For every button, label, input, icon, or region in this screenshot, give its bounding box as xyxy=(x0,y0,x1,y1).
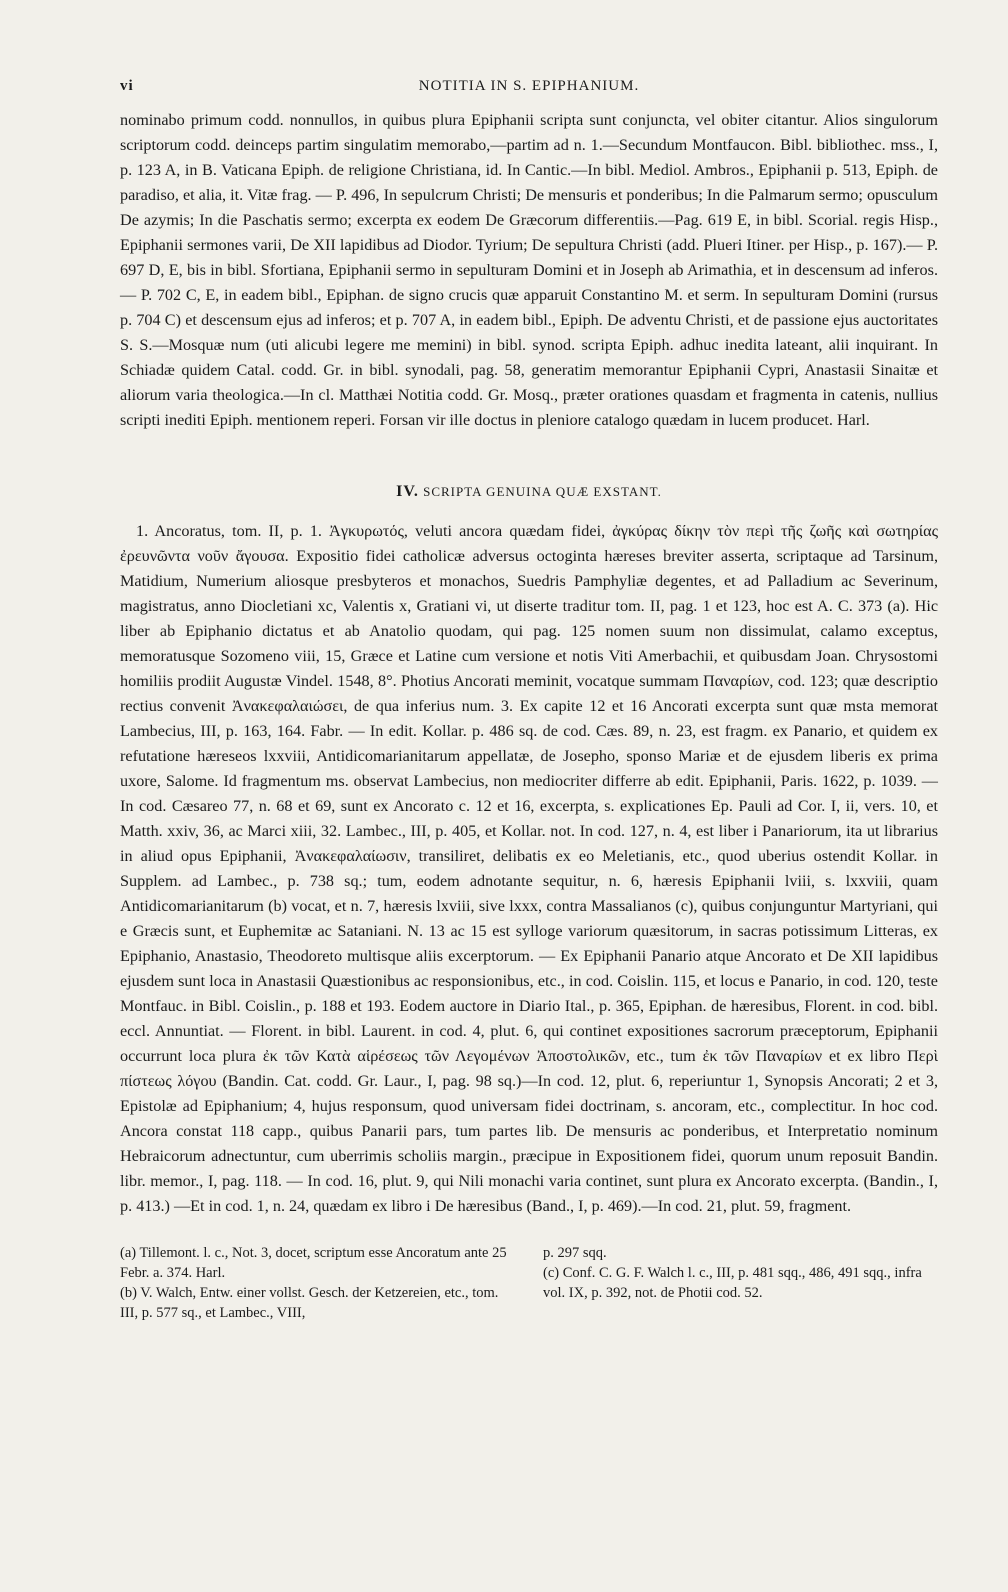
running-title: NOTITIA IN S. EPIPHANIUM. xyxy=(418,78,640,94)
section-heading xyxy=(120,483,938,501)
footnotes-left-column xyxy=(120,1243,515,1323)
footnotes-right-column xyxy=(543,1243,938,1323)
section-title: SCRIPTA GENUINA QUÆ EXSTANT. xyxy=(423,484,662,499)
footnote-text-right: p. 297 sqq. (c) Conf. C. G. F. Walch l. c., III, p. 481 sqq., 486, 491 sqq., infra vol. IX, p. 392, not. de Photii cod. 52. xyxy=(543,1245,922,1301)
section-number: IV. xyxy=(396,483,419,500)
running-header xyxy=(120,78,938,108)
paragraph-ancoratus: 1. Ancoratus, tom. II, p. 1. Ἀγκυρωτός, veluti ancora quædam fidei, ἀγκύρας δίκην τὸν περὶ τῆς ζωῆς καὶ σωτηρίας ἐρευνῶντα νοῦν ἄγουσα. Expositio fidei catholicæ adversus octoginta hæreses breviter asserta, scriptaque ad Tarsinum, Matidium, Numerium aliosque presbyteros et monachos, Suedris Pamphyliæ degentes, et ad Palladium ac Severinum, magistratus, anno Diocletiani xc, Valentis x, Gratiani vi, ut diserte traditur tom. II, pag. 1 et 123, hoc est A. C. 373 (a). Hic liber ab Epiphanio dictatus et ab Anatolio quodam, qui pag. 125 nomen suum non dissimulat, calamo exceptus, memoratusque Sozomeno viii, 15, Græce et Latine cum versione et notis Viti Amerbachii, et quibusdam Joan. Chrysostomi homiliis prodiit Augustæ Vindel. 1548, 8°. Photius Ancorati meminit, vocatque summam Παναρίων, cod. 123; quæ descriptio rectius convenit Ἀνακεφαλαιώσει, de qua inferius num. 3. Ex capite 12 et 16 Ancorati excerpta sunt quæ msta memorat Lambecius, III, p. 163, 164. Fabr. — In edit. Kollar. p. 486 sq. de cod. Cæs. 89, n. 23, est fragm. ex Panario, et quidem ex refutatione hæreseos lxxviii, Antidicomarianitarum appellatæ, de Josepho, sponso Mariæ et de ejusdem liberis ex prima uxore, Salome. Id fragmentum ms. observat Lambecius, non mediocriter differre ab edit. Epiphanii, Paris. 1622, p. 1039. — In cod. Cæsareo 77, n. 68 et 69, sunt ex Ancorato c. 12 et 16, excerpta, s. explicationes Ep. Pauli ad Cor. I, ii, vers. 10, et Matth. xxiv, 36, ac Marci xiii, 32. Lambec., III, p. 405, et Kollar. not. In cod. 127, n. 4, est liber i Panariorum, ita ut librarius in aliud opus Epiphanii, Ἀνακεφαλαίωσιν, transiliret, delibatis ex eo Meletianis, etc., quod uberius ostendit Kollar. in Supplem. ad Lambec., p. 738 sq.; tum, eodem adnotante sequitur, n. 6, hæresis Epiphanii lviii, s. lxxviii, quam Antidicomarianitarum (b) vocat, et n. 7, hæresis lxviii, sive lxxx, contra Massalianos (c), quibus conjunguntur Martyriani, qui e Græcis sunt, et Euphemitæ ac Sataniani. N. 13 ac 15 est sylloge variorum quæsitorum, in sacras potissimum Litteras, ex Epiphanio, Anastasio, Theodoreto multisque aliis excerptorum. — Ex Epiphanii Panario atque Ancorato et De XII lapidibus ejusdem sunt loca in Anastasii Quæstionibus ac responsionibus, etc., in cod. Coislin. 115, et locus e Panario, in cod. 120, teste Montfauc. in Bibl. Coislin., p. 188 et 193. Eodem auctore in Diario Ital., p. 365, Epiphan. de hæresibus, Florent. in cod. bibl. eccl. Annuntiat. — Florent. in bibl. Laurent. in cod. 4, plut. 6, qui continet expositiones sacrorum præceptorum, Epiphanii occurrunt loca plura ἐκ τῶν Κατὰ αἱρέσεως τῶν Λεγομένων Ἀποστολικῶν, etc., tum ἐκ τῶν Παναρίων et ex libro Περὶ πίστεως λόγου (Bandin. Cat. codd. Gr. Laur., I, pag. 98 sq.)—In cod. 12, plut. 6, reperiuntur 1, Synopsis Ancorati; 2 et 3, Epistolæ ad Epiphanium; 4, hujus responsum, quod universam fidei doctrinam, s. ancoram, etc., complectitur. In hoc cod. Ancora constat 118 capp., quibus Panarii pars, tum partes lib. De mensuris ac ponderibus, et Interpretatio nominum Hebraicorum adnectuntur, cum uberrimis scholiis margin., præcipue in Expositionem fidei, quorum unum reposuit Bandin. libr. memor., I, pag. 118. — In cod. 16, plut. 9, qui Nili monachi varia continet, sunt plura ex Ancorato excerpta. (Bandin., I, p. 413.) —Et in cod. 1, n. 24, quædam ex libro i De hæresibus (Band., I, p. 469).—In cod. 21, plut. 59, fragment. xyxy=(120,522,938,1215)
paragraph-manuscripts: nominabo primum codd. nonnullos, in quibus plura Epiphanii scripta sunt conjuncta, vel obiter citantur. Alios singulorum scriptorum codd. deinceps partim singulatim memorabo,—partim ad n. 1.—Secundum Montfaucon. Bibl. bibliothec. mss., I, p. 123 A, in B. Vaticana Epiph. de religione Christiana, id. In Cantic.—In bibl. Mediol. Ambros., Epiphanii p. 513, Epiph. de paradiso, et alia, it. Vitæ frag. — P. 496, In sepulcrum Christi; De mensuris et ponderibus; In die Palmarum sermo; opusculum De azymis; In die Paschatis sermo; excerpta ex eodem De Græcorum differentiis.—Pag. 619 E, in bibl. Scorial. regis Hisp., Epiphanii sermones varii, De XII lapidibus ad Diodor. Tyrium; De sepultura Christi (add. Plueri Itiner. per Hisp., p. 167).— P. 697 D, E, bis in bibl. Sfortiana, Epiphanii sermo in sepulturam Domini et in Joseph ab Arimathia, et in descensum ad inferos. — P. 702 C, E, in eadem bibl., Epiphan. de signo crucis quæ apparuit Constantino M. et serm. In sepulturam Domini (rursus p. 704 C) et descensum ejus ad inferos; et p. 707 A, in eadem bibl., Epiph. De adventu Christi, et de passione ejus auctoritates S. S.—Mosquæ num (uti alicubi legere me memini) in bibl. synod. scripta Epiph. adhuc inedita lateant, alii inquirant. In Schiadæ quidem Catal. codd. Gr. in bibl. synodali, pag. 58, generatim memorantur Epiphanii Cypri, Anastasii Sinaitæ et aliorum varia theologica.—In cl. Matthæi Notitia codd. Gr. Mosq., præter orationes quasdam et fragmenta in catenis, nullius scripti inediti Epiph. mentionem reperi. Forsan vir ille doctus in pleniore catalogo quædam in lucem producet. Harl. xyxy=(120,111,938,429)
footnotes xyxy=(120,1243,938,1323)
footnote-text-left: (a) Tillemont. l. c., Not. 3, docet, scriptum esse Ancoratum ante 25 Febr. a. 374. Harl. (b) V. Walch, Entw. einer vollst. Gesch. der Ketzereien, etc., tom. III, p. 577 sq., et Lambec., VIII, xyxy=(120,1245,507,1321)
page-number: vi xyxy=(120,78,134,94)
